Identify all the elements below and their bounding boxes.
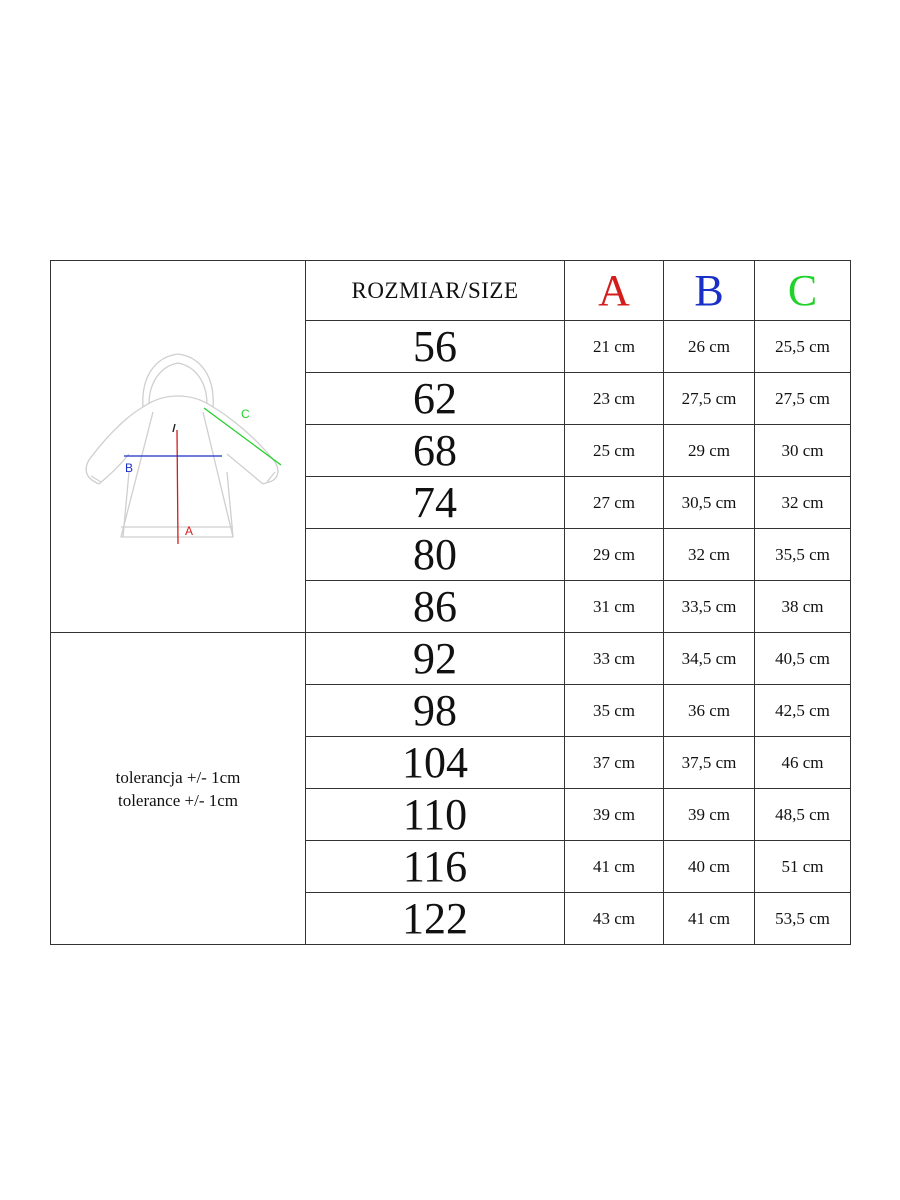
illustration-cell	[51, 261, 306, 633]
measure-a-value: 35 cm	[565, 685, 664, 737]
measure-a-value: 27 cm	[565, 477, 664, 529]
size-value: 68	[306, 425, 565, 477]
size-value: 110	[306, 789, 565, 841]
measure-a-label: A	[185, 523, 194, 538]
measure-c-value: 40,5 cm	[755, 633, 851, 685]
measure-b-value: 33,5 cm	[664, 581, 755, 633]
size-value: 86	[306, 581, 565, 633]
measure-c-value: 32 cm	[755, 477, 851, 529]
size-value: 116	[306, 841, 565, 893]
hoodie-illustration	[63, 332, 293, 562]
measure-c-label: C	[241, 406, 250, 421]
measure-c-value: 25,5 cm	[755, 321, 851, 373]
measure-b-value: 32 cm	[664, 529, 755, 581]
column-b-header: B	[664, 261, 755, 321]
measure-a-value: 23 cm	[565, 373, 664, 425]
measure-c-value: 46 cm	[755, 737, 851, 789]
measure-a-value: 25 cm	[565, 425, 664, 477]
measure-b-label: B	[125, 460, 134, 475]
size-value: 92	[306, 633, 565, 685]
header-row	[51, 261, 851, 321]
size-chart-table	[50, 260, 851, 945]
measure-b-value: 39 cm	[664, 789, 755, 841]
measure-b-value: 37,5 cm	[664, 737, 755, 789]
measure-c-value: 35,5 cm	[755, 529, 851, 581]
measure-c-value: 53,5 cm	[755, 893, 851, 945]
measure-b-value: 26 cm	[664, 321, 755, 373]
tolerance-polish: tolerancja +/- 1cm	[115, 767, 241, 787]
measure-b-value: 40 cm	[664, 841, 755, 893]
measure-a-value: 29 cm	[565, 529, 664, 581]
zipper-pull-icon	[173, 424, 175, 432]
measure-a-value: 41 cm	[565, 841, 664, 893]
measure-c-value: 48,5 cm	[755, 789, 851, 841]
measure-c-value: 42,5 cm	[755, 685, 851, 737]
measure-a-value: 21 cm	[565, 321, 664, 373]
measure-b-value: 27,5 cm	[664, 373, 755, 425]
tolerance-english: tolerance +/- 1cm	[117, 790, 239, 810]
measure-b-value: 41 cm	[664, 893, 755, 945]
size-value: 80	[306, 529, 565, 581]
measure-a-value: 33 cm	[565, 633, 664, 685]
measure-b-value: 34,5 cm	[664, 633, 755, 685]
column-a-header: A	[565, 261, 664, 321]
measure-c-value: 27,5 cm	[755, 373, 851, 425]
measure-c-value: 30 cm	[755, 425, 851, 477]
measure-a-value: 43 cm	[565, 893, 664, 945]
tolerance-note	[51, 633, 306, 945]
size-value: 56	[306, 321, 565, 373]
measure-c-value: 38 cm	[755, 581, 851, 633]
table-row	[51, 633, 851, 685]
size-column-header: ROZMIAR/SIZE	[306, 261, 565, 321]
size-value: 62	[306, 373, 565, 425]
measure-b-value: 36 cm	[664, 685, 755, 737]
measure-c-value: 51 cm	[755, 841, 851, 893]
column-c-header: C	[755, 261, 851, 321]
size-value: 98	[306, 685, 565, 737]
size-value: 104	[306, 737, 565, 789]
size-value: 74	[306, 477, 565, 529]
hoodie-outline	[86, 354, 278, 537]
measure-a-value: 39 cm	[565, 789, 664, 841]
measure-a-value: 37 cm	[565, 737, 664, 789]
measure-b-value: 30,5 cm	[664, 477, 755, 529]
size-value: 122	[306, 893, 565, 945]
measure-a-value: 31 cm	[565, 581, 664, 633]
measure-b-value: 29 cm	[664, 425, 755, 477]
